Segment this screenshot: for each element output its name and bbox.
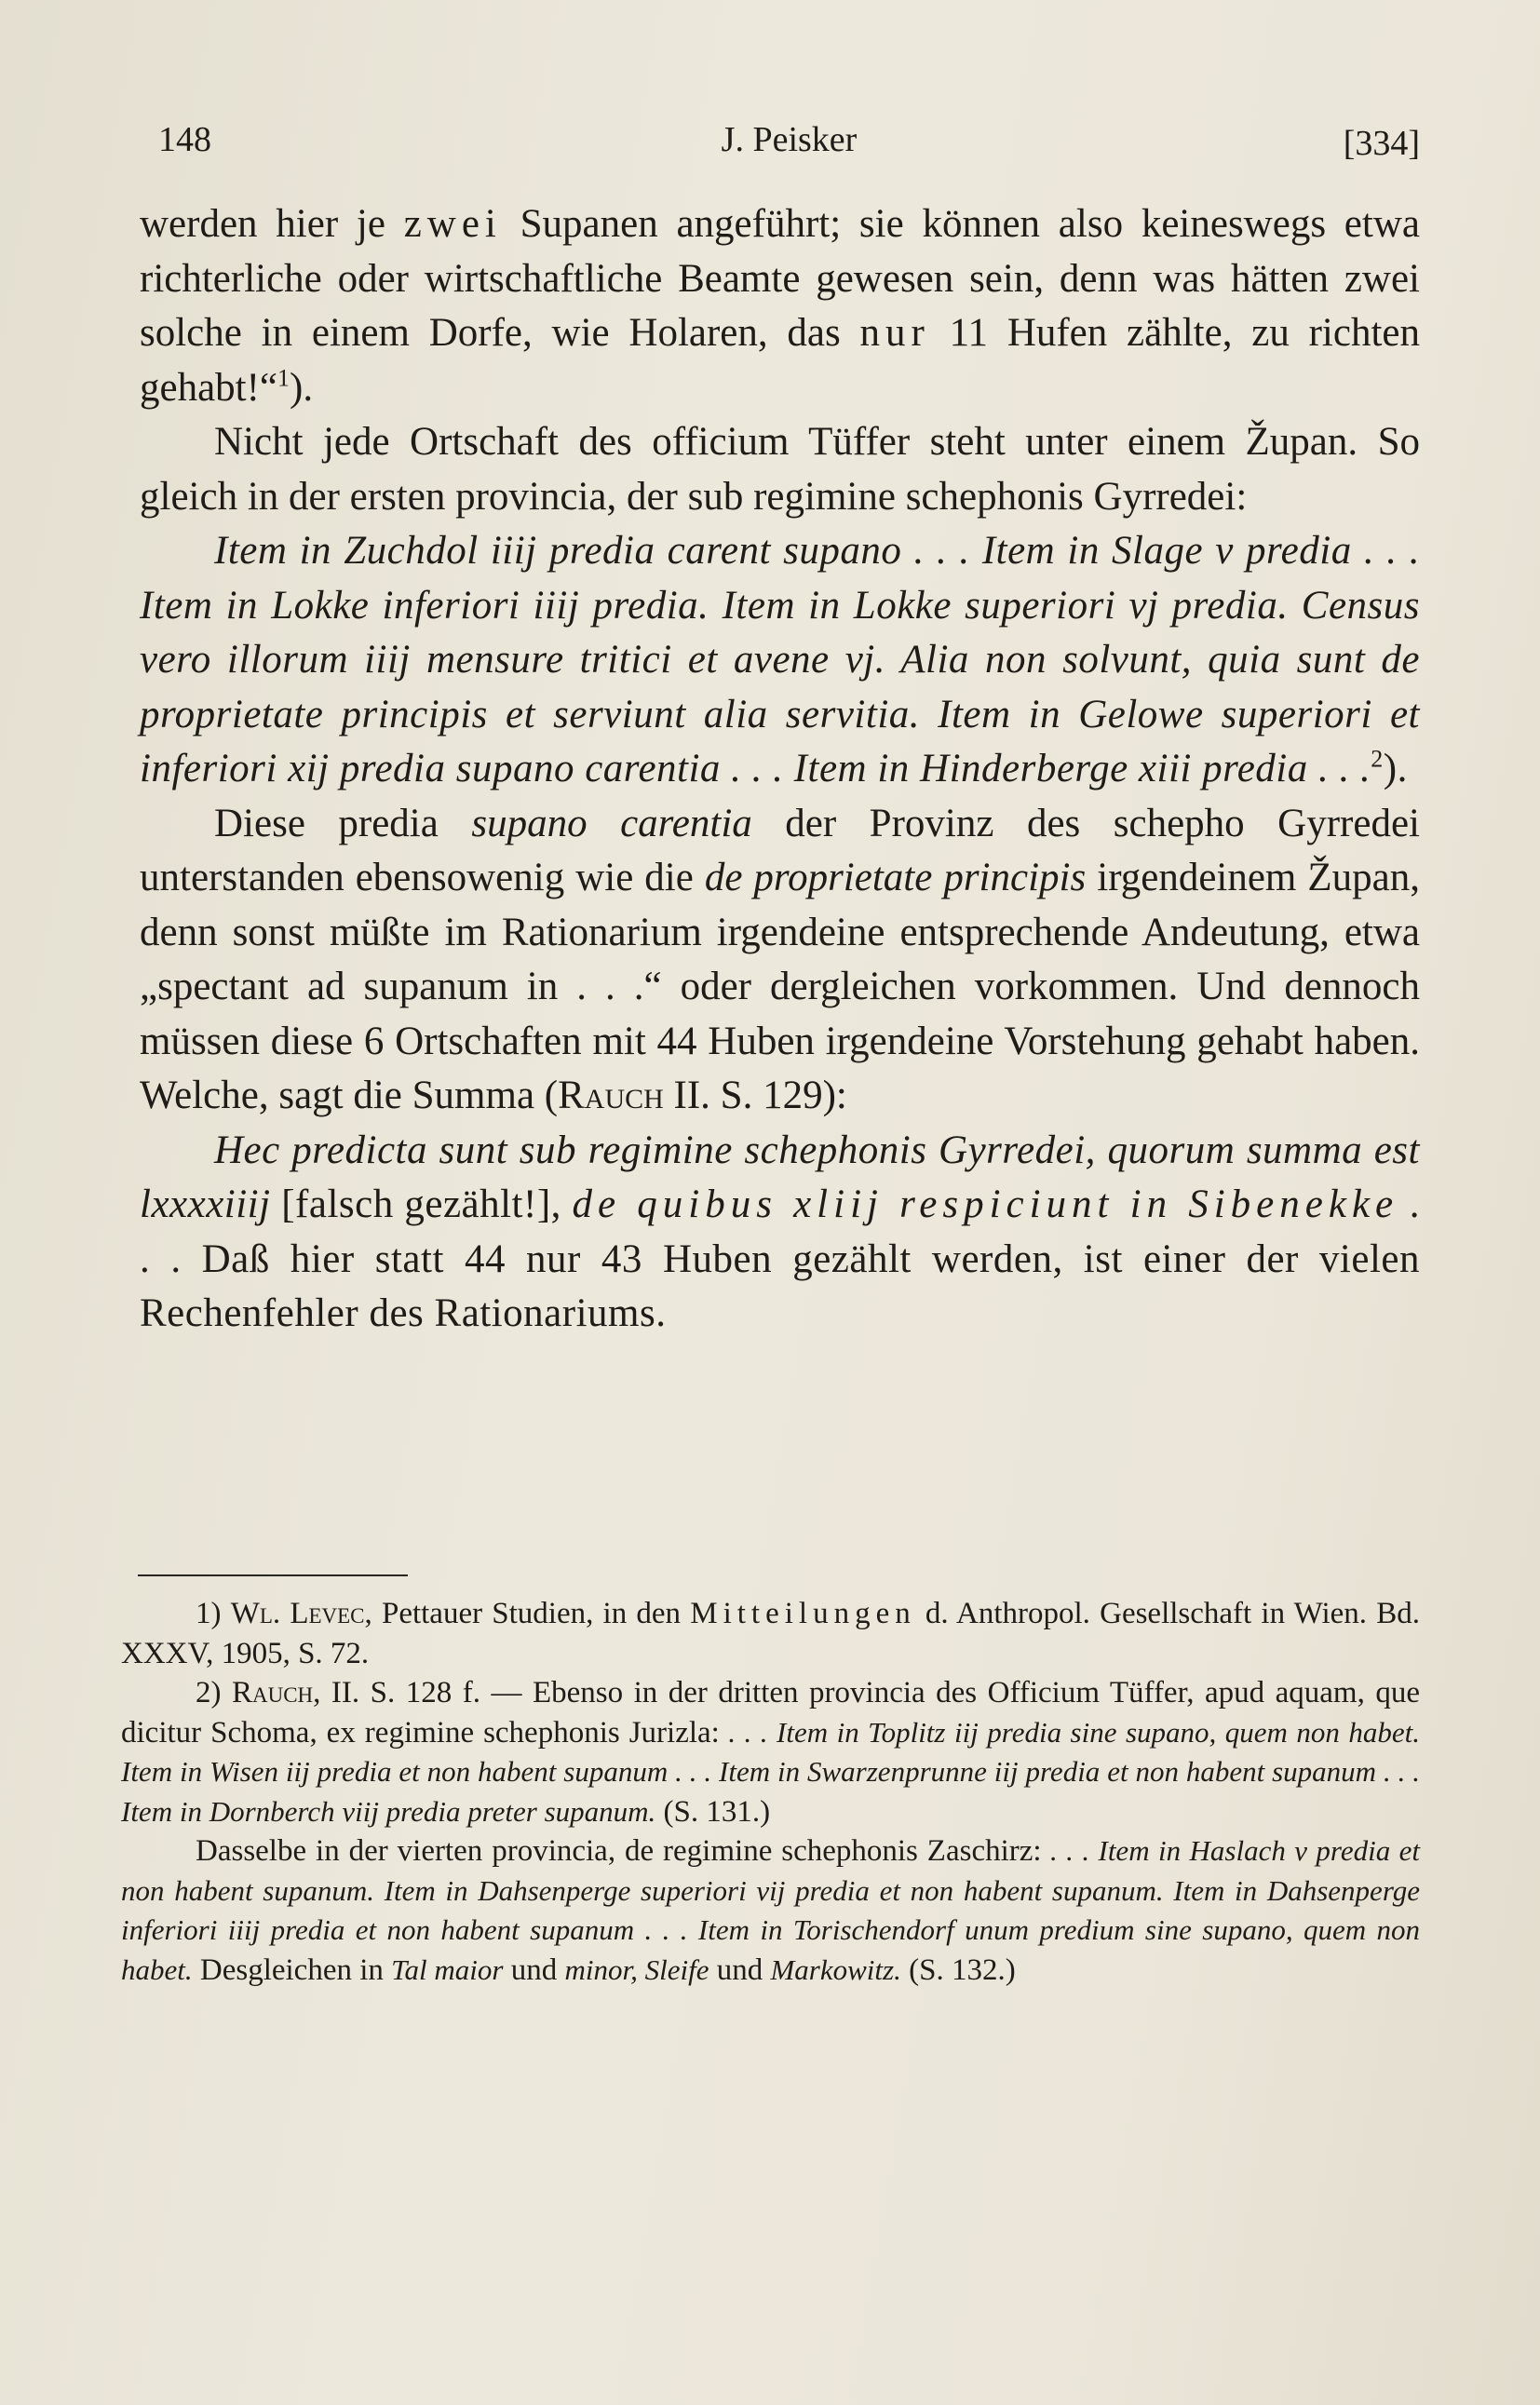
original-page-number: [334] — [1343, 124, 1420, 163]
italic-term: Tal maior — [391, 1952, 504, 1986]
footnote-ref: 1 — [277, 364, 290, 392]
text-run: Desgleichen in — [192, 1952, 392, 1987]
text-run: 11 Hufen zählte, zu richten gehabt!“ — [140, 311, 1420, 410]
latin-quotation — [140, 1124, 1420, 1342]
footnote-number: 2) — [196, 1676, 232, 1709]
latin-quotation — [140, 524, 1420, 797]
quote-text: Hec predicta sunt sub regimine schephonis Gyrredei, quorum summa est lxxxxiiij — [140, 1128, 1420, 1226]
spaced-phrase: de quibus xliij respiciunt in Sibenekke — [572, 1182, 1399, 1226]
spaced-word: Mitteilungen — [690, 1597, 916, 1630]
running-head-author: J. Peisker — [721, 120, 858, 159]
footnotes — [121, 1594, 1420, 1990]
text-run: Diese predia — [214, 801, 472, 845]
paragraph: Nicht jede Ortschaft des officium Tüffer steht unter einem Župan. So gleich in der ersten provincia, der sub regimine schephonis Gyrredei: — [140, 420, 1420, 519]
footnote — [121, 1594, 1420, 1673]
italic-term: supano carentia — [471, 801, 752, 845]
footnote-ref: 2 — [1371, 745, 1384, 773]
text-run: Dasselbe in der vierten provincia, de regimine schephonis Zaschirz: — [196, 1834, 1042, 1868]
text-run: , Pettauer Studien, in den — [364, 1597, 691, 1630]
text-run: werden hier je — [140, 202, 404, 246]
text-run: ). — [290, 365, 314, 410]
paragraph — [140, 797, 1420, 1124]
text-run: irgendeinem Župan, denn sonst müßte im Rationarium irgendeine entsprechende Andeutung, etwa „spectant ad supanum in . . .“ oder dergleichen vorkommen. Und dennoch müssen diese 6 Ortschaften mit 44 Huben irgendeine Vorstehung gehabt haben. Welche, sagt die Summa ( — [140, 856, 1420, 1117]
quote-text: . . . Item in Haslach v predia et non habent supanum. Item in Dahsenperge superiori vij predia et non habent supanum. Item in Dahsenperge inferiori iiij predia et non habent supanum . . . Item in Torischendorf unum predium sine supano, quem non habet. — [121, 1834, 1421, 1986]
editorial-insert: [falsch gezählt!], — [270, 1182, 573, 1226]
running-head — [158, 119, 1420, 166]
footnote-continuation — [121, 1831, 1420, 1990]
page-number: 148 — [158, 120, 211, 159]
main-text — [140, 197, 1420, 1342]
text-run: ). — [1383, 747, 1408, 790]
text-run: der Provinz des schepho Gyrredei unterstanden ebensowenig wie die — [140, 801, 1420, 899]
text-run: und — [503, 1952, 565, 1987]
quote-text: Item in Zuchdol iiij predia carent supano . . . Item in Slage v predia . . . Item in Lokke inferiori iiij predia. Item in Lokke superiori vj predia. Census vero illorum iiij mensure tritici et avene vj. Alia non solvunt, quia sunt de proprietate principis et serviunt alia servitia. Item in Gelowe superiori et inferiori xij predia supano carentia . . . Item in Hinderberge xiii predia . . . — [140, 529, 1420, 790]
text-run: Supanen angeführt; sie können also keineswegs etwa richterliche oder wirtschaftliche Beamte gewesen sein, denn was hätten zwei solche in einem Dorfe, wie Holaren, das — [140, 202, 1420, 355]
text-run: . . . Daß hier statt 44 nur 43 Huben gezählt werden, ist einer der vielen Rechenfehler des Rationariums. — [140, 1182, 1421, 1335]
footnote-separator — [138, 1574, 408, 1576]
text-run: II. S. 129): — [663, 1074, 847, 1117]
spaced-word: nur — [859, 311, 930, 355]
footnote — [121, 1673, 1420, 1831]
italic-term: minor, Sleife — [564, 1952, 709, 1986]
author-name: Wl. Levec — [230, 1597, 365, 1630]
paragraph — [140, 197, 1420, 415]
footnote-number: 1) — [196, 1597, 231, 1630]
text-run: d. Anthropol. Gesellschaft in Wien. Bd. XXXV, 1905, S. 72. — [121, 1597, 1420, 1670]
italic-term: Markowitz. — [770, 1952, 901, 1986]
italic-term: de proprietate principis — [704, 856, 1087, 899]
text-run: und — [709, 1952, 771, 1987]
text-run: , II. S. 128 f. — Ebenso in der dritten provincia des Officium Tüffer, apud aquam, que dicitur Schoma, ex regimine schephonis Jurizla: — [121, 1676, 1420, 1750]
quote-text: . . . Item in Toplitz iij predia sine supano, quem non habet. Item in Wisen iij predia et non habent supanum . . . Item in Swarzenprunne iij predia et non habent supanum . . . Item in Dornberch viij predia preter supanum. — [121, 1715, 1421, 1828]
spaced-word: zwei — [403, 202, 502, 246]
author-name: Rauch — [231, 1676, 314, 1709]
text-run: (S. 131.) — [655, 1794, 771, 1829]
author-name: Rauch — [558, 1074, 664, 1117]
text-run: (S. 132.) — [900, 1952, 1016, 1987]
